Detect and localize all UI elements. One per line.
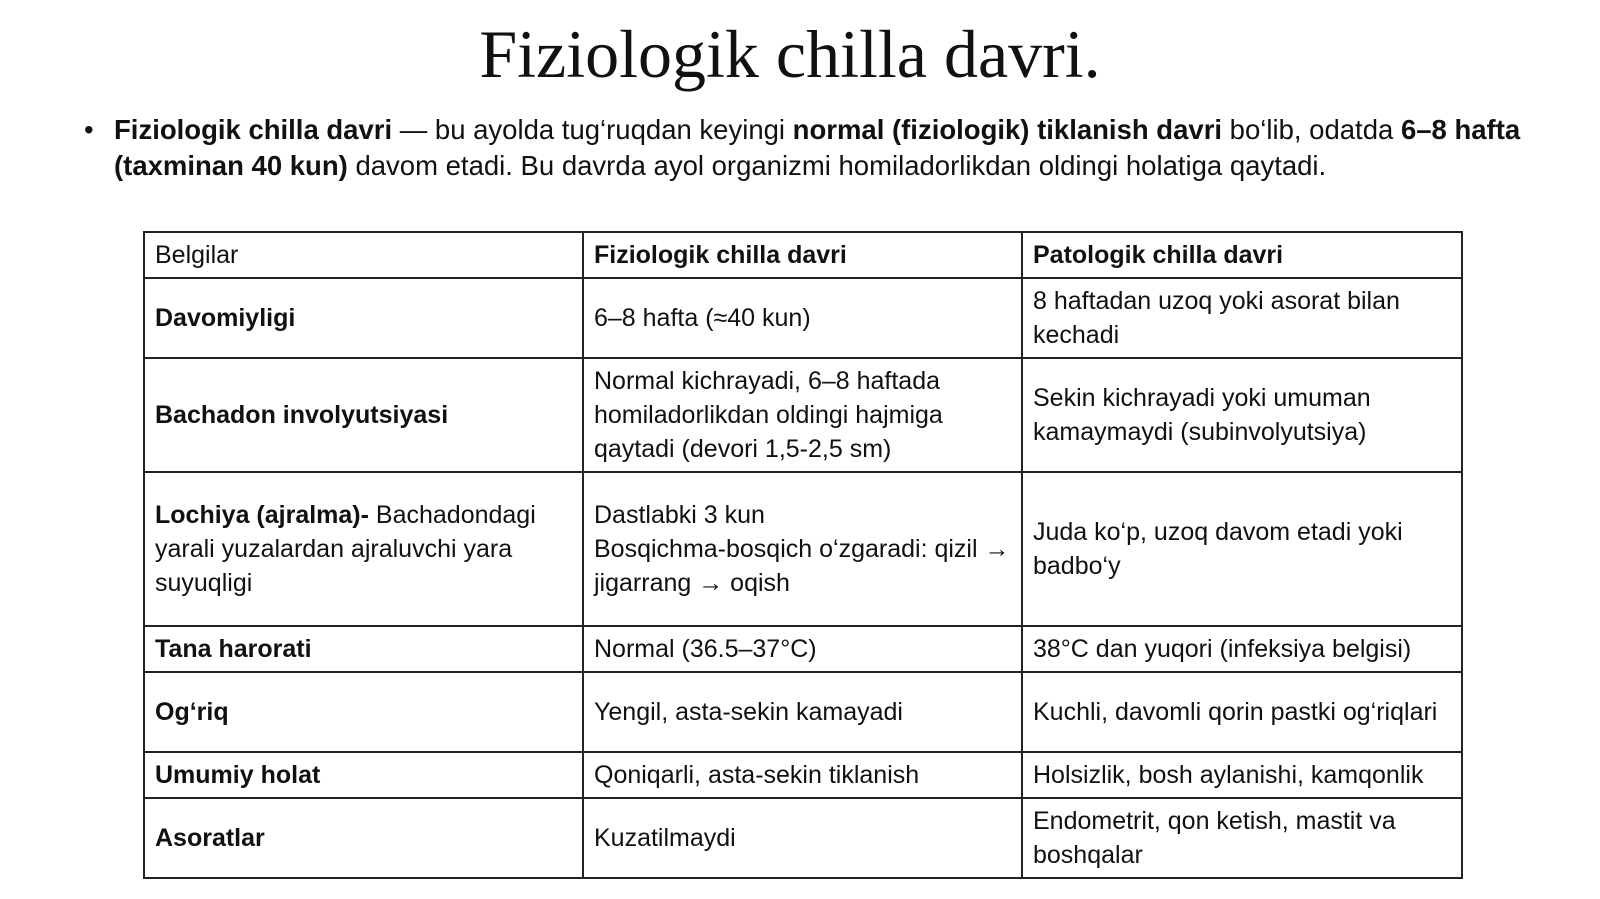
row-label: Tana harorati bbox=[144, 626, 583, 672]
table-row bbox=[144, 798, 1462, 878]
fiziologik-cell: Kuzatilmaydi bbox=[583, 798, 1022, 878]
patologik-cell: Holsizlik, bosh aylanishi, kamqonlik bbox=[1022, 752, 1462, 798]
row-label-rest: Bachadondagi yarali yuzalardan ajraluvchi yara suyuqligi bbox=[155, 501, 536, 597]
patologik-cell: 38°C dan yuqori (infeksiya belgisi) bbox=[1022, 626, 1462, 672]
row-label: Asoratlar bbox=[144, 798, 583, 878]
fiziologik-cell: 6–8 hafta (≈40 kun) bbox=[583, 278, 1022, 358]
patologik-cell: 8 haftadan uzoq yoki asorat bilan kechadi bbox=[1022, 278, 1462, 358]
row-label: Umumiy holat bbox=[144, 752, 583, 798]
slide-title: Fiziologik chilla davri. bbox=[479, 16, 1101, 92]
fiziologik-cell: Normal kichrayadi, 6–8 haftada homiladorlikdan oldingi hajmiga qaytadi (devori 1,5-2,5 sm) bbox=[583, 358, 1022, 472]
row-label: Og‘riq bbox=[144, 672, 583, 752]
intro-part-2: bo‘lib, odatda bbox=[1222, 114, 1401, 145]
table-header-row bbox=[144, 232, 1462, 278]
fiziologik-line-1: Dastlabki 3 kun bbox=[594, 501, 765, 529]
fiziologik-cell: Normal (36.5–37°C) bbox=[583, 626, 1022, 672]
fiziologik-cell bbox=[583, 472, 1022, 626]
header-fiziologik: Fiziologik chilla davri bbox=[583, 232, 1022, 278]
patologik-cell: Juda ko‘p, uzoq davom etadi yoki badbo‘y bbox=[1022, 472, 1462, 626]
intro-part-1: — bu ayolda tug‘ruqdan keyingi bbox=[392, 114, 793, 145]
intro-bullet bbox=[84, 112, 1564, 184]
patologik-cell: Kuchli, davomli qorin pastki og‘riqlari bbox=[1022, 672, 1462, 752]
row-label: Davomiyligi bbox=[144, 278, 583, 358]
normal-period-bold: normal (fiziologik) tiklanish davri bbox=[792, 114, 1223, 145]
fiziologik-cell: Yengil, asta-sekin kamayadi bbox=[583, 672, 1022, 752]
intro-part-3: davom etadi. Bu davrda ayol organizmi homiladorlikdan oldingi holatiga qaytadi. bbox=[347, 150, 1327, 181]
fiziologik-cell: Qoniqarli, asta-sekin tiklanish bbox=[583, 752, 1022, 798]
row-label bbox=[144, 472, 583, 626]
table-row bbox=[144, 672, 1462, 752]
patologik-cell: Endometrit, qon ketish, mastit va boshqalar bbox=[1022, 798, 1462, 878]
row-label: Bachadon involyutsiyasi bbox=[144, 358, 583, 472]
header-belgilar: Belgilar bbox=[144, 232, 583, 278]
intro-text bbox=[114, 112, 1564, 184]
table-row bbox=[144, 278, 1462, 358]
patologik-cell: Sekin kichrayadi yoki umuman kamaymaydi (subinvolyutsiya) bbox=[1022, 358, 1462, 472]
table-row bbox=[144, 358, 1462, 472]
row-label-bold: Lochiya (ajralma)- bbox=[155, 501, 369, 529]
table-row bbox=[144, 472, 1462, 626]
bullet-dot-icon: • bbox=[84, 114, 94, 145]
duration-bold: 6–8 hafta (taxminan 40 kun) bbox=[114, 114, 1521, 181]
comparison-table bbox=[143, 231, 1463, 879]
header-patologik: Patologik chilla davri bbox=[1022, 232, 1462, 278]
fiziologik-line-2: Bosqichma-bosqich o‘zgaradi: qizil → jigarrang → oqish bbox=[594, 535, 1010, 597]
table-row bbox=[144, 752, 1462, 798]
table-row bbox=[144, 626, 1462, 672]
term-bold: Fiziologik chilla davri bbox=[114, 114, 393, 145]
